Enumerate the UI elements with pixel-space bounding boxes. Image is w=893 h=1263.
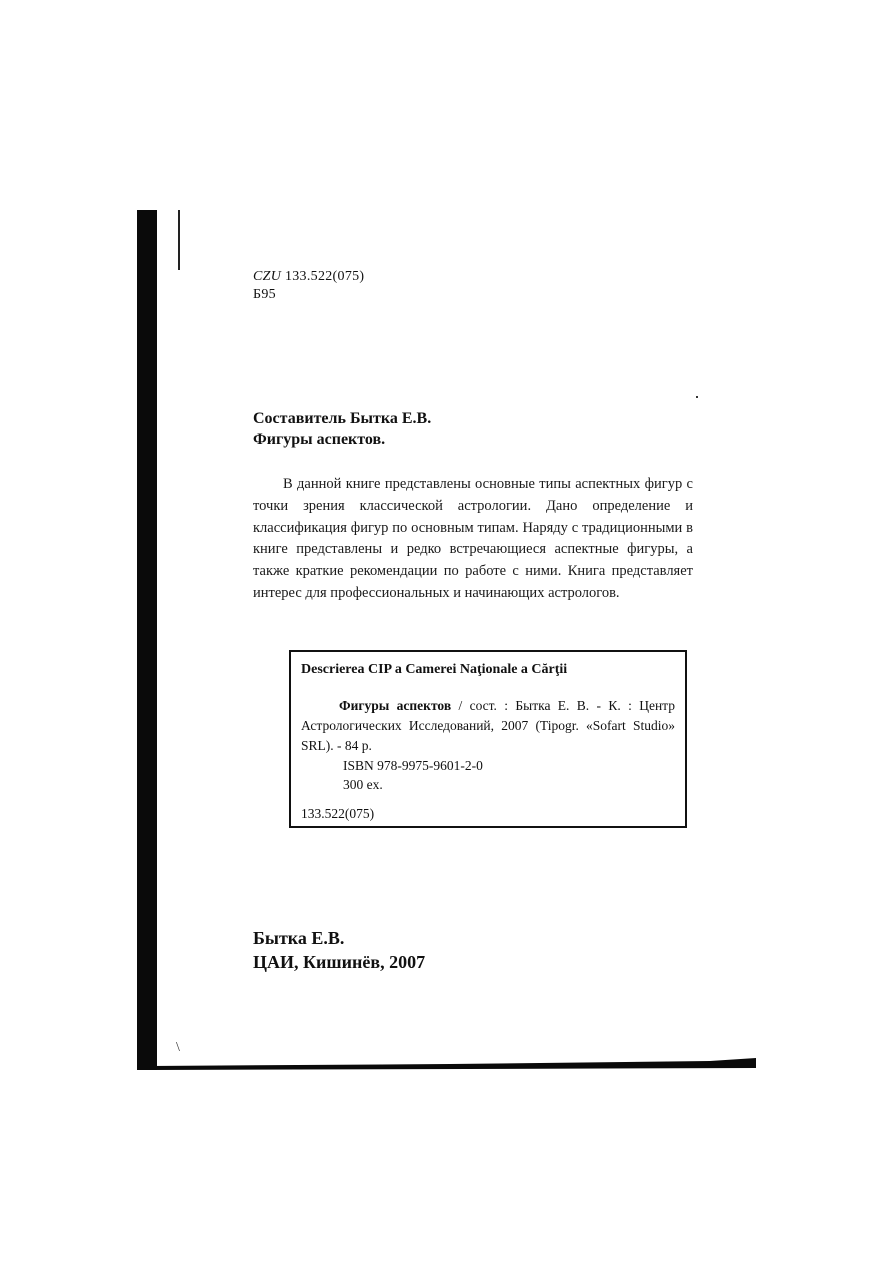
czu-value: 133.522(075): [284, 269, 365, 284]
book-title: Фигуры аспектов.: [253, 431, 386, 448]
abstract-paragraph: [253, 474, 693, 605]
cip-entry-details: / сост. : Бытка Е. В. - К. : Центр Астрологических Исследований, 2007 (Tipogr. «Sofart Studio» SRL). - 84 p.: [301, 698, 675, 753]
book-heading: [253, 408, 431, 450]
compiler-line: Составитель Бытка Е.В.: [253, 410, 432, 427]
publisher-author: Бытка Е.В.: [253, 928, 345, 948]
cip-title: Descrierea CIP a Camerei Naţionale a Cărţii: [301, 662, 568, 677]
czu-prefix: CZU: [253, 269, 282, 284]
cip-copies: 300 ex.: [343, 777, 383, 792]
scan-edge-line: [178, 210, 180, 270]
classification-codes: [253, 268, 364, 304]
cip-entry-title: Фигуры аспектов: [339, 698, 452, 713]
cip-record-box: [289, 650, 687, 828]
scan-corner-mark: \: [176, 1040, 180, 1055]
scan-spine-shadow: [137, 210, 157, 1070]
cip-isbn: ISBN 978-9975-9601-2-0: [343, 758, 483, 773]
author-code: Б95: [253, 287, 276, 302]
publisher-block: [253, 926, 425, 974]
scan-speck: [696, 396, 698, 398]
czu-code: [253, 268, 364, 286]
abstract-text: В данной книге представлены основные типы аспектных фигур с точки зрения классической астрологии. Дано определение и классификация фигур по основным типам. Наряду с традиционными в книге представлены и редко встречающиеся аспектные фигуры, а также краткие рекомендации по работе с ними. Книга представляет интерес для профессиональных и начинающих астрологов.: [253, 476, 693, 601]
cip-entry: [301, 696, 675, 756]
cip-classification: 133.522(075): [301, 806, 375, 821]
publisher-imprint: ЦАИ, Кишинёв, 2007: [253, 952, 426, 972]
scan-bottom-edge: [150, 1058, 756, 1070]
